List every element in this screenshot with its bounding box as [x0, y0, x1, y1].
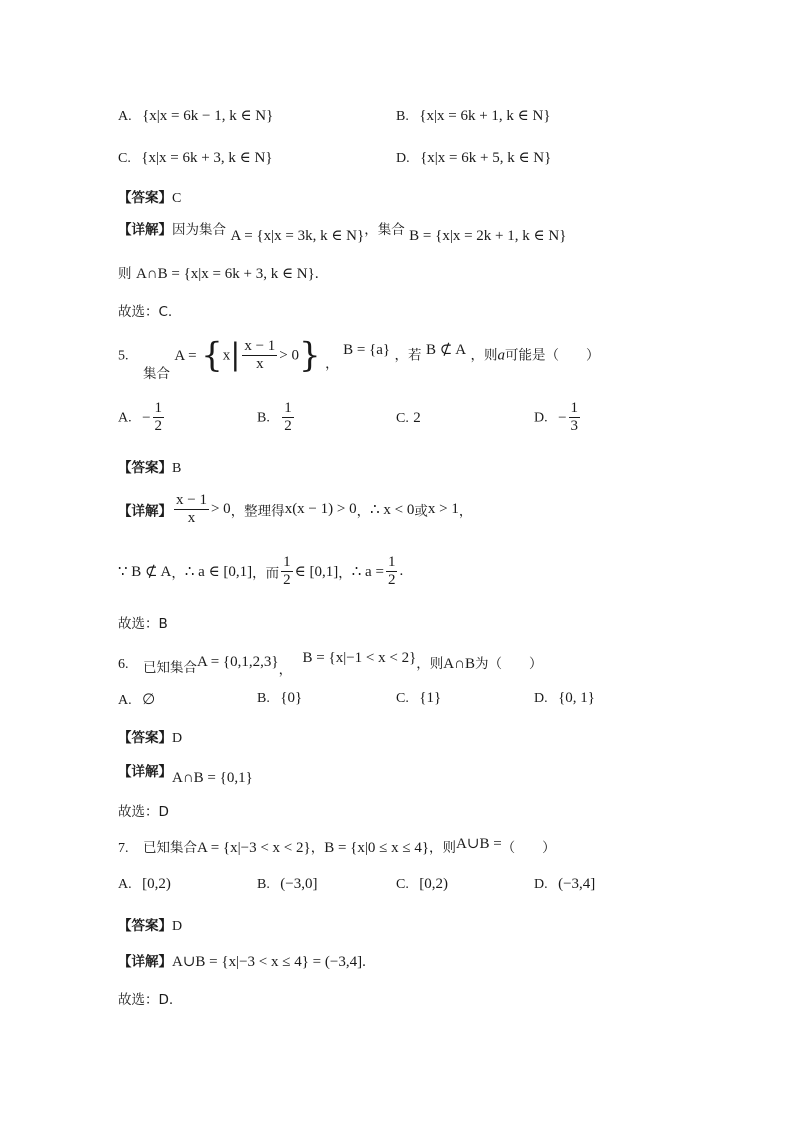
condition: B ⊄ A: [426, 341, 467, 358]
q6-option-d: [534, 690, 595, 707]
numerator: x − 1: [244, 338, 276, 354]
inequality: > 0: [210, 501, 231, 517]
q4-option-d: [396, 148, 551, 167]
option-label: B.: [257, 410, 270, 426]
numerator: 1: [283, 554, 291, 570]
option-label: B.: [396, 109, 409, 124]
numerator: 1: [387, 554, 396, 570]
option-text: {0}: [280, 690, 303, 706]
denominator: x: [187, 510, 196, 526]
q7-option-a: [118, 876, 171, 893]
choose-text: 故选：C.: [118, 304, 173, 320]
q4-result: [118, 262, 319, 283]
expr: A∪B =: [456, 836, 502, 852]
empty-set-icon: ∅: [142, 692, 156, 708]
option-text: [0,2): [142, 876, 171, 892]
stem-text: （ ）: [501, 840, 556, 856]
detail-text: ，: [338, 565, 352, 582]
q5-option-d: [534, 400, 582, 435]
option-text: (−3,4]: [558, 876, 596, 892]
stem-text: ，则: [429, 840, 457, 856]
detail-text: 则: [118, 266, 132, 282]
fraction: [153, 400, 165, 435]
answer-value: D: [172, 731, 183, 746]
answer-value: D: [172, 919, 183, 934]
fraction: [569, 400, 581, 435]
option-text: {0, 1}: [558, 690, 595, 706]
set-a-lhs: A =: [174, 347, 197, 364]
option-text: {x|x = 6k + 5, k ∈ N}: [420, 150, 552, 166]
set-b: B = {x|−1 < x < 2}: [302, 650, 417, 666]
q6-answer: [118, 726, 182, 747]
expr: x(x − 1) > 0: [284, 501, 357, 517]
option-label: C.: [118, 151, 131, 166]
expr: ∴ a ∈ [0,1]: [184, 564, 253, 580]
question-number: 5.: [118, 348, 129, 364]
expr: A∩B: [443, 656, 475, 672]
numerator: x − 1: [176, 492, 207, 508]
bar: |: [230, 337, 241, 373]
q5-answer: [118, 456, 181, 477]
option-text: {x|x = 6k + 1, k ∈ N}: [419, 108, 551, 124]
period: .: [314, 266, 319, 282]
detail-text: ，: [356, 503, 371, 520]
option-label: C.: [396, 691, 409, 706]
option-label: A.: [118, 877, 132, 892]
denominator: 2: [284, 418, 292, 434]
fraction: [174, 492, 209, 527]
answer-tag: 【答案】: [118, 460, 172, 476]
option-label: B.: [257, 877, 270, 892]
expr: ∴ x < 0: [370, 502, 415, 518]
choose-text: 故选：D.: [118, 992, 174, 1008]
choose-text: 故选：B: [118, 616, 168, 632]
denominator: 3: [570, 418, 579, 434]
answer-value: B: [172, 461, 182, 476]
option-label: A.: [118, 410, 132, 426]
q6-choose: [118, 800, 169, 820]
option-label: D.: [534, 691, 548, 706]
set-a: A = {x|x = 3k, k ∈ N}: [230, 228, 365, 244]
set-b: B = {x|0 ≤ x ≤ 4}: [324, 840, 430, 856]
fraction: [242, 338, 277, 373]
stem-text: ，若: [394, 347, 422, 364]
option-label: C.: [396, 411, 409, 426]
minus-sign: −: [142, 409, 151, 426]
option-label: B.: [257, 691, 270, 706]
answer-tag: 【答案】: [118, 190, 172, 206]
denominator: 2: [283, 572, 291, 588]
fraction: [281, 554, 293, 589]
option-text: {x|x = 6k − 1, k ∈ N}: [142, 108, 274, 124]
option-text: (−3,0]: [280, 876, 318, 892]
expr: ∈ [0,1]: [294, 564, 339, 580]
q7-option-d: [534, 876, 595, 893]
option-text: [0,2): [419, 876, 449, 892]
expr: ∵ B ⊄ A: [118, 564, 172, 580]
option-label: A.: [118, 693, 132, 708]
stem-text: 集合: [142, 365, 170, 382]
q5-detail-line2: [118, 554, 403, 589]
numerator: 1: [570, 400, 579, 416]
detail-expr: A∪B = {x|−3 < x ≤ 4} = (−3,4]: [172, 954, 363, 970]
detail-tag: 【详解】: [118, 954, 172, 970]
detail-text: ，整理得: [230, 503, 285, 520]
option-label: A.: [118, 109, 132, 124]
detail-text: 或: [414, 503, 428, 520]
q7-option-c: [396, 876, 448, 893]
q5-stem: [118, 335, 600, 382]
detail-tag: 【详解】: [118, 764, 172, 780]
numerator: 1: [284, 400, 292, 416]
expr: x > 1: [427, 501, 459, 517]
q5-option-b: [257, 400, 296, 435]
result-expr: A∩B = {x|x = 6k + 3, k ∈ N}: [135, 266, 315, 282]
choose-text: 故选：D: [118, 804, 169, 820]
answer-value: C: [172, 191, 182, 206]
detail-text: ，: [171, 565, 185, 582]
q4-answer: [118, 186, 181, 207]
q7-choose: [118, 988, 173, 1008]
q4-option-a: [118, 106, 273, 125]
brace-open: {: [201, 335, 223, 376]
detail-tag: 【详解】: [118, 222, 172, 238]
option-text: 2: [413, 410, 421, 426]
answer-tag: 【答案】: [118, 730, 172, 746]
set-b: B = {x|x = 2k + 1, k ∈ N}: [409, 228, 567, 244]
set-b: B = {a}: [343, 341, 391, 358]
comma: ，: [325, 355, 339, 372]
fraction: [386, 554, 398, 589]
comma: ，: [278, 662, 293, 678]
option-label: C.: [396, 877, 409, 892]
detail-text: ，: [458, 503, 473, 520]
numerator: 1: [154, 400, 163, 416]
stem-text: 已知集合: [142, 840, 197, 856]
q6-detail: [118, 760, 253, 786]
q7-option-b: [257, 876, 318, 893]
minus-sign: −: [558, 409, 567, 426]
q5-option-a: [118, 400, 166, 435]
q5-option-c: [396, 410, 421, 427]
stem-text: ，则: [470, 347, 498, 364]
fraction: [282, 400, 294, 435]
detail-text: 因为集合: [172, 222, 226, 238]
comma: ，: [310, 840, 325, 856]
q4-detail: [118, 218, 567, 244]
expr: ∴ a =: [351, 564, 384, 580]
option-text: {x|x = 6k + 3, k ∈ N}: [141, 150, 273, 166]
q4-choose: [118, 300, 172, 320]
detail-tag: 【详解】: [118, 503, 172, 520]
q4-option-c: [118, 148, 273, 167]
question-number: 6.: [118, 657, 129, 672]
q6-option-b: [257, 690, 302, 707]
option-text: {1}: [419, 690, 442, 706]
set-var: x: [222, 347, 231, 364]
denominator: 2: [154, 418, 163, 434]
question-number: 7.: [118, 841, 129, 856]
q5-detail-line1: [118, 492, 472, 527]
q6-stem: [118, 650, 543, 678]
stem-text: 为（ ）: [474, 656, 543, 672]
denominator: x: [256, 356, 264, 372]
stem-text: 可能是（ ）: [505, 347, 600, 364]
q4-option-b: [396, 106, 551, 125]
q5-choose: [118, 612, 168, 632]
set-a: A = {0,1,2,3}: [196, 654, 279, 670]
detail-expr: A∩B = {0,1}: [172, 770, 253, 786]
detail-text: ，而: [252, 565, 280, 582]
q7-answer: [118, 914, 182, 935]
period: .: [399, 563, 404, 579]
option-label: D.: [534, 410, 548, 426]
q6-option-c: [396, 690, 441, 707]
q7-stem: [118, 836, 556, 857]
inequality: > 0: [279, 347, 300, 364]
option-label: D.: [534, 877, 548, 892]
stem-text: 已知集合: [142, 660, 197, 676]
var-a: a: [497, 347, 506, 364]
q7-detail: [118, 950, 366, 971]
answer-tag: 【答案】: [118, 918, 172, 934]
brace-close: }: [299, 335, 321, 376]
denominator: 2: [387, 572, 396, 588]
q6-option-a: [118, 690, 155, 709]
set-a: A = {x|−3 < x < 2}: [196, 840, 311, 856]
stem-text: ，则: [416, 656, 444, 672]
period: .: [362, 954, 366, 970]
option-label: D.: [396, 151, 410, 166]
detail-text: ，集合: [364, 222, 405, 238]
